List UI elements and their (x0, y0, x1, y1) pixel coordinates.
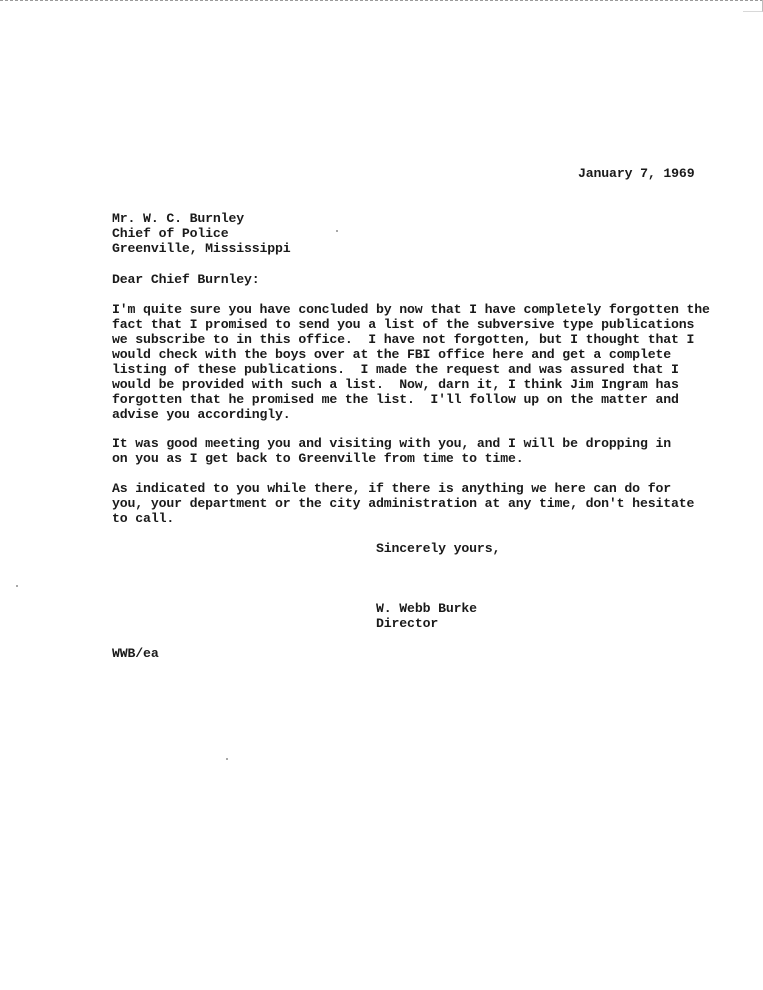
paragraph-line: As indicated to you while there, if there is anything we here can do for (112, 481, 671, 496)
scan-top-edge (0, 0, 763, 6)
salutation: Dear Chief Burnley: (112, 272, 260, 287)
paragraph-line: listing of these publications. I made the request and was assured that I (112, 362, 679, 377)
signer-name: W. Webb Burke (376, 601, 477, 616)
paragraph-line: you, your department or the city administration at any time, don't hesitate (112, 496, 695, 511)
recipient-location: Greenville, Mississippi (112, 241, 291, 256)
closing: Sincerely yours, (376, 541, 501, 556)
paragraph-line: It was good meeting you and visiting with you, and I will be dropping in (112, 436, 671, 451)
scan-speck (336, 230, 338, 232)
scan-speck (16, 585, 18, 587)
paragraph-line: I'm quite sure you have concluded by now that I have completely forgotten the (112, 302, 710, 317)
paragraph-line: would check with the boys over at the FBI office here and get a complete (112, 347, 671, 362)
scan-corner-mark (743, 0, 763, 12)
paragraph-line: on you as I get back to Greenville from time to time. (112, 451, 524, 466)
signer-title: Director (376, 616, 439, 631)
recipient-name: Mr. W. C. Burnley (112, 211, 244, 226)
paragraph-line: to call. (112, 511, 175, 526)
typist-initials: WWB/ea (112, 646, 159, 661)
scan-speck (226, 758, 228, 760)
paragraph-line: we subscribe to in this office. I have not forgotten, but I thought that I (112, 332, 695, 347)
recipient-title: Chief of Police (112, 226, 229, 241)
letter-date: January 7, 1969 (578, 166, 695, 181)
paragraph-line: advise you accordingly. (112, 407, 291, 422)
paragraph-line: fact that I promised to send you a list of the subversive type publications (112, 317, 695, 332)
paragraph-line: would be provided with such a list. Now, darn it, I think Jim Ingram has (112, 377, 679, 392)
paragraph-line: forgotten that he promised me the list. I'll follow up on the matter and (112, 392, 679, 407)
